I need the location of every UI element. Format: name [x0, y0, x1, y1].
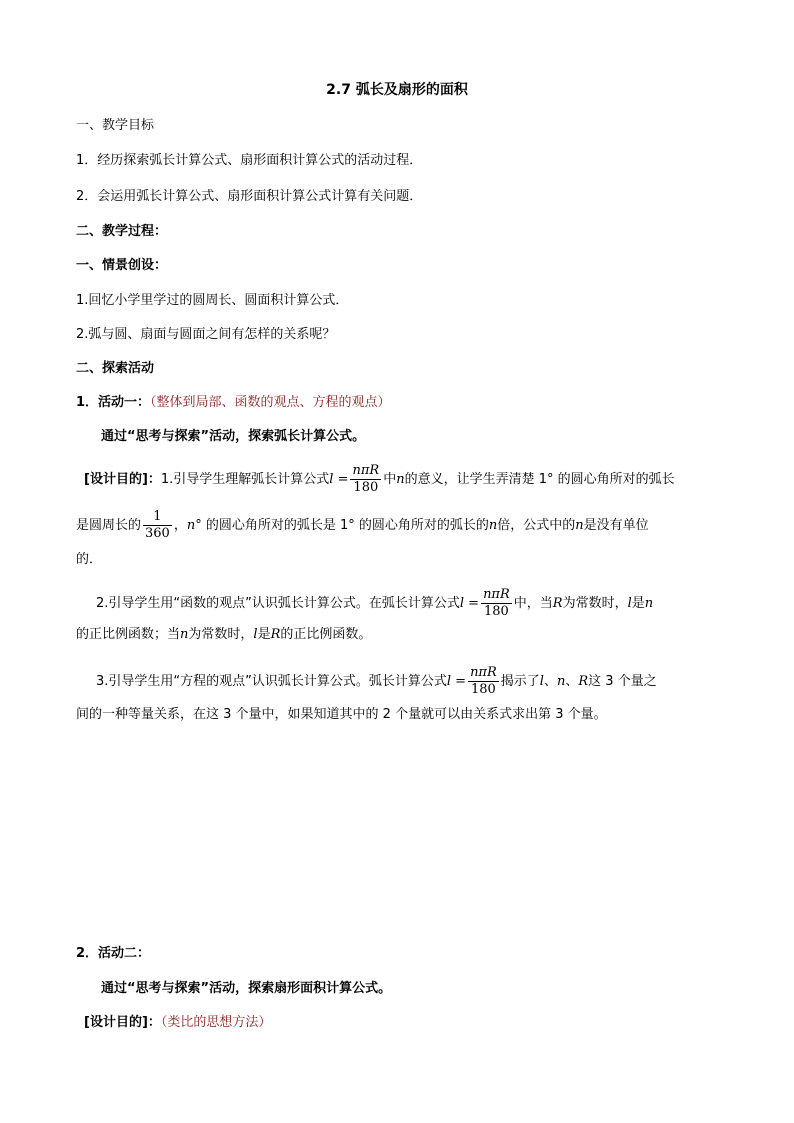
goal-item-1: 1．经历探索弧长计算公式、扇形面积计算公式的活动过程．: [76, 153, 423, 168]
variable-R: R: [552, 596, 563, 611]
design-1-text: 是: [631, 596, 645, 611]
design-1-text: 的正比例函数。: [280, 627, 372, 642]
design-1-text: 中: [383, 472, 397, 487]
activity-2-intro: 通过“思考与探索”活动，探索扇形面积计算公式。: [101, 981, 392, 996]
activity-2-label: 2．活动二：: [76, 946, 151, 961]
goal-item-2: 2．会运用弧长计算公式、扇形面积计算公式计算有关问题．: [76, 189, 423, 204]
variable-R: R: [578, 674, 589, 689]
design-1-label: [设计目的]：: [84, 472, 161, 487]
one-over-360-fraction: [143, 509, 172, 542]
activity-1-note: （整体到局部、函数的观点、方程的观点）: [150, 395, 391, 410]
fraction-denominator: 180: [353, 480, 379, 495]
fraction-denominator: 360: [145, 526, 170, 541]
design-1-text: 、: [565, 674, 579, 689]
page-title: 2.7 弧长及扇形的面积: [326, 82, 468, 98]
design-1-para-3-line-2: 间的一种等量关系，在这 3 个量中，如果知道其中的 2 个量就可以由关系式求出第 3 个量。: [76, 707, 607, 722]
design-1-text: ° 的圆心角所对的弧长是 1° 的圆心角所对的弧长的: [195, 518, 489, 533]
variable-n: n: [556, 674, 566, 689]
design-2-line: [84, 1014, 271, 1032]
fraction-numerator: nπR: [483, 587, 510, 602]
design-1-text: 的意义，让学生弄清楚 1° 的圆心角所对的弧长: [404, 472, 675, 487]
design-2-note: （类比的思想方法）: [160, 1015, 272, 1030]
variable-n: n: [396, 472, 405, 487]
design-1-text: 为常数时，: [188, 627, 254, 642]
design-1-text: 为常数时，: [562, 596, 628, 611]
arc-length-fraction: [481, 587, 512, 620]
design-1-text: 的正比例函数；当: [76, 627, 181, 642]
fraction-numerator: nπR: [470, 665, 497, 680]
scenario-item-1: 1.回忆小学里学过的圆周长、圆面积计算公式．: [76, 293, 349, 308]
design-1-text: 2.引导学生用“函数的观点”认识弧长计算公式。在弧长计算公式: [96, 596, 460, 611]
design-1-text: 3.引导学生用“方程的观点”认识弧长计算公式。弧长计算公式: [96, 674, 447, 689]
design-1-para-2-line-2: [76, 626, 371, 644]
design-1-text: 、: [543, 674, 557, 689]
variable-n: n: [644, 596, 654, 611]
variable-n: n: [186, 518, 196, 533]
section-scenario-heading: 一、情景创设：: [76, 258, 168, 273]
section-teaching-process-heading: 二、教学过程：: [76, 224, 168, 239]
design-1-text: 揭示了: [500, 674, 540, 689]
section-teaching-goals-heading: 一、教学目标: [76, 118, 155, 133]
design-1-text: 1.引导学生理解弧长计算公式: [160, 472, 330, 487]
fraction-denominator: 180: [471, 682, 496, 697]
formula-lhs: l =: [446, 674, 467, 689]
fraction-numerator: 1: [143, 509, 172, 526]
variable-n: n: [180, 627, 189, 642]
design-1-para-1-line-2: [76, 508, 649, 544]
activity-1-intro: 通过“思考与探索”活动，探索弧长计算公式。: [101, 429, 366, 444]
design-1-para-1-line-1: [84, 462, 675, 498]
variable-l: l: [253, 627, 258, 642]
activity-1-line: [76, 394, 391, 412]
formula-lhs: l =: [329, 472, 349, 487]
variable-R: R: [270, 627, 281, 642]
arc-length-fraction: [468, 665, 499, 698]
design-1-para-3-line-1: [96, 664, 657, 700]
design-1-text: 是: [257, 627, 271, 642]
design-1-text: 是圆周长的: [76, 518, 142, 533]
formula-lhs: l =: [459, 596, 480, 611]
design-1-text: 这 3 个量之: [588, 674, 657, 689]
variable-l: l: [539, 674, 544, 689]
design-1-para-2-line-1: [96, 586, 653, 622]
design-1-text: ，: [173, 518, 187, 533]
design-1-para-1-line-3: 的．: [76, 552, 103, 567]
scenario-item-2: 2.弧与圆、扇面与圆面之间有怎样的关系呢？: [76, 327, 336, 342]
activity-1-label: 1．活动一：: [76, 395, 151, 410]
design-1-text: 中，当: [513, 596, 553, 611]
design-1-text: 是没有单位: [583, 518, 649, 533]
variable-n: n: [575, 518, 584, 533]
design-2-label: [设计目的]：: [84, 1015, 161, 1030]
arc-length-fraction: [350, 463, 381, 496]
fraction-numerator: nπR: [352, 463, 380, 478]
variable-n: n: [488, 518, 498, 533]
design-1-text: 倍，公式中的: [497, 518, 576, 533]
fraction-denominator: 180: [484, 604, 509, 619]
variable-l: l: [627, 596, 632, 611]
section-explore-heading: 二、探索活动: [76, 361, 155, 376]
